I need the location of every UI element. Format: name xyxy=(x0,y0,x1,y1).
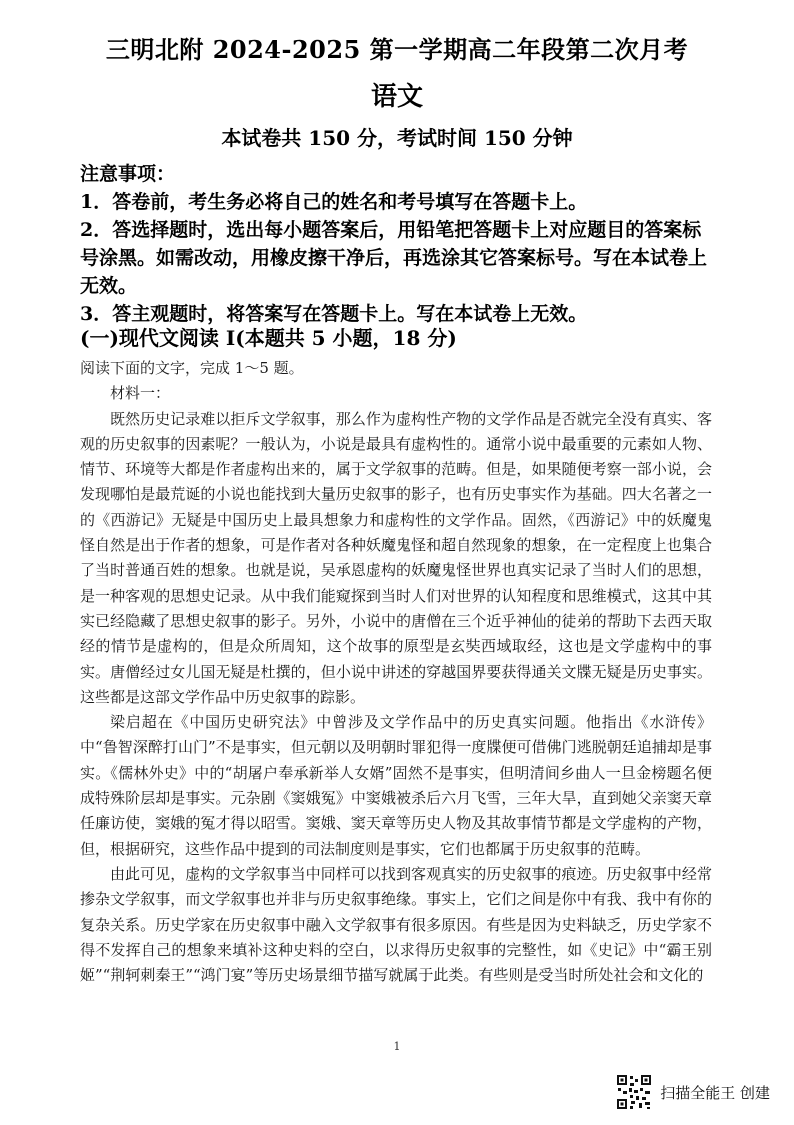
section-title: (一)现代文阅读 I(本题共 5 小题，18 分) xyxy=(80,326,457,350)
subject-title: 语文 xyxy=(370,82,423,112)
reading-instruction: 阅读下面的文字，完成 1～5 题。 xyxy=(80,359,304,377)
passage-paragraph-3: 由此可见，虚构的文学叙事当中同样可以找到客观真实的历史叙事的痕迹。历史叙事中经常掺杂文学叙事，而文学叙事也并非与历史叙事绝缘。事实上，它们之间是你中有我、我中有你的复杂关系。历史学家在历史叙事中融入文学叙事有很多原因。有些是因为史料缺乏，历史学家不得不发挥自己的想象来填补这种史料的空白，以求得历史叙事的完整性，如《史记》中“霸王别姬”“荆轲刺秦王”“鸿门宴”等历史场景细节描写就属于此类。有些则是受当时所处社会和文化的 xyxy=(80,864,712,985)
exam-title: 三明北附 2024-2025 第一学期高二年段第二次月考 xyxy=(105,35,689,64)
scanner-label: 扫描全能王 创建 xyxy=(660,1083,770,1102)
notes-item-3: 3．答主观题时，将答案写在答题卡上。写在本试卷上无效。 xyxy=(80,303,588,325)
passage-paragraph-2: 梁启超在《中国历史研究法》中曾涉及文学作品中的历史真实问题。他指出《水浒传》中“鲁智深醉打山门”不是事实，但元朝以及明朝时罪犯得一度牒便可借佛门逃脱朝廷追捕却是事实。《儒林外史》中的“胡屠户奉承新举人女婿”固然不是事实，但明清间乡曲人一旦金榜题名便成特殊阶层却是事实。元杂剧《窦娥冤》中窦娥被杀后六月飞雪，三年大旱，直到她父亲窦天章任廉访使，窦娥的冤才得以昭雪。窦娥、窦天章等历史人物及其故事情节都是文学虚构的产物，但，根据研究，这些作品中提到的司法制度则是事实，它们也都属于历史叙事的范畴。 xyxy=(80,713,712,858)
reading-passage xyxy=(80,356,712,988)
qr-code-icon xyxy=(616,1074,652,1110)
page-number: 1 xyxy=(393,1040,401,1053)
notes-block xyxy=(80,160,712,328)
passage-paragraph-1: 既然历史记录难以拒斥文学叙事，那么作为虚构性产物的文学作品是否就完全没有真实、客观的历史叙事的因素呢？一般认为，小说是最具有虚构性的。通常小说中最重要的元素如人物、情节、环境等大都是作者虚构出来的，属于文学叙事的范畴。但是，如果随便考察一部小说，会发现哪怕是最荒诞的小说也能找到大量历史叙事的影子，也有历史事实作为基础。四大名著之一的《西游记》无疑是中国历史上最具想象力和虚构性的文学作品。固然，《西游记》中的妖魔鬼怪自然是出于作者的想象，可是作者对各种妖魔鬼怪和超自然现象的想象，在一定程度上也集合了当时普通百姓的想象。也就是说，吴承恩虚构的妖魔鬼怪世界也真实记录了当时人们的思想，是一种客观的思想史记录。从中我们能窥探到当时人们对世界的认知程度和思维模式，这其中其实已经隐藏了思想史叙事的影子。另外，小说中的唐僧在三个近乎神仙的徒弟的帮助下去西天取经的情节是虚构的，但是众所周知，这个故事的原型是玄奘西域取经，这也是文学虚构中的事实。唐僧经过女儿国无疑是杜撰的，但小说中讲述的穿越国界要获得通关文牒无疑是历史事实。这些都是这部文学作品中历史叙事的踪影。 xyxy=(80,409,712,706)
exam-info: 本试卷共 150 分，考试时间 150 分钟 xyxy=(221,126,573,150)
notes-item-2: 2．答选择题时，选出每小题答案后，用铅笔把答题卡上对应题目的答案标号涂黑。如需改动，用橡皮擦干净后，再选涂其它答案标号。写在本试卷上无效。 xyxy=(80,219,708,297)
notes-heading: 注意事项： xyxy=(80,163,176,185)
scanner-watermark xyxy=(616,1072,770,1112)
material-label: 材料一： xyxy=(110,384,171,403)
notes-item-1: 1．答卷前，考生务必将自己的姓名和考号填写在答题卡上。 xyxy=(80,191,588,213)
